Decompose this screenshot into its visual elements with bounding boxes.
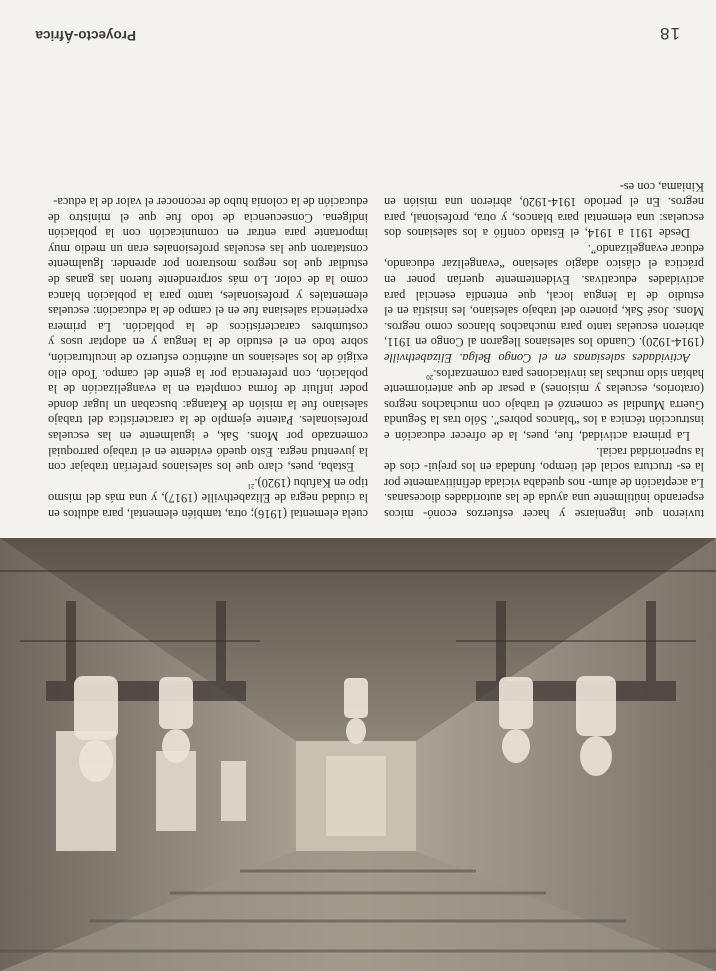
footnote-ref: 20 bbox=[426, 372, 434, 381]
paragraph: La primera actividad, fue, pues, la de ofrecer educación e instrucción técnica a los “blancos pobres”. Sólo tras la Segunda Guerra Mundial se comenzó el trabajo con muchachos negros (oratorios, escuelas y misiones) a pesar de que anteriormente habían sido muchas las invitaciones para comenzarlos.$^{20}$ bbox=[384, 366, 704, 444]
text-column-right bbox=[48, 194, 368, 521]
photo-illustration bbox=[0, 538, 716, 971]
text-column-left bbox=[384, 178, 704, 521]
section-heading-italic: Actividades salesianas en el Congo Belga. Elizabethville bbox=[384, 351, 690, 366]
archival-photo bbox=[0, 538, 716, 971]
paragraph: tuvieron que ingeniarse y hacer esfuerzos econó- micos esperando inútilmente una ayuda de las autoridades diocesanas. La aceptación de alum- nos quedaba viciada definitivamente por la es- tructura social del tiempo, fundada en los prejui- cios de la superioridad racial. bbox=[384, 444, 704, 521]
paragraph: cuela elemental (1916); otra, también elemental, para adultos en la ciudad negra de Elizabethville (1917), y una más del mismo tipo en Kafubu (1920).$^{21}$ bbox=[48, 475, 368, 521]
paragraph: Desde 1911 a 1914, el Estado confió a los salesianos dos escuelas: una elemental para blancos, y otra, profesional, para negros. En el periodo 1914-1920, abrieron una misión en Kiniama, con es- bbox=[384, 179, 704, 241]
paragraph: Actividades salesianas en el Congo Belga. Elizabethville (1914-1920). Cuando los salesianos llegaron al Congo en 1911, abrieron escuelas tanto para muchachos blancos como negros. Mons. José Sak, pionero del trabajo salesiano, les insistía en el estudio de la lengua local, que entendía esencial para actividades educativas. Evidentemente querían poner en práctica el clásico adagio salesiano “evangelizar educando, educar evangelizando”. bbox=[384, 241, 704, 366]
footnote-ref: 21 bbox=[247, 481, 255, 490]
paragraph: Estaba, pues, claro que los salesianos preferían trabajar con la juventud negra. Esto quedó evidente en el trabajo parroquial comenzado por Mons. Sak, e igualmente en las escuelas profesionales. Patente ejemplo de la característica del trabajo salesiano fue la misión de Katanga: buscaban un lugar donde poder influir de forma completa en la evangelización de la población, con preferencia por la gente del campo. Todo ello exigió de los salesianos un auténtico esfuerzo de inculturación, sobre todo en el estudio de la lengua y en adoptar usos y costumbres característicos de la población. La primera experiencia salesiana fue en el campo de la educación: escuelas elementales y profesionales, tanto para la población blanca como la de color. Lo más sorprendente fueron las ganas de estudiar que los negros mostraron por aprender. Igualmente constataron que las escuelas profesionales eran un medio muy importante para entrar en comunicación con la población indígena. Consecuencia de todo fue que el ministro de educación de la colonia hubo de reconocer el valor de la educa- bbox=[48, 195, 368, 475]
page-number: 18 bbox=[659, 24, 680, 43]
running-title: Proyecto-África bbox=[35, 28, 136, 43]
